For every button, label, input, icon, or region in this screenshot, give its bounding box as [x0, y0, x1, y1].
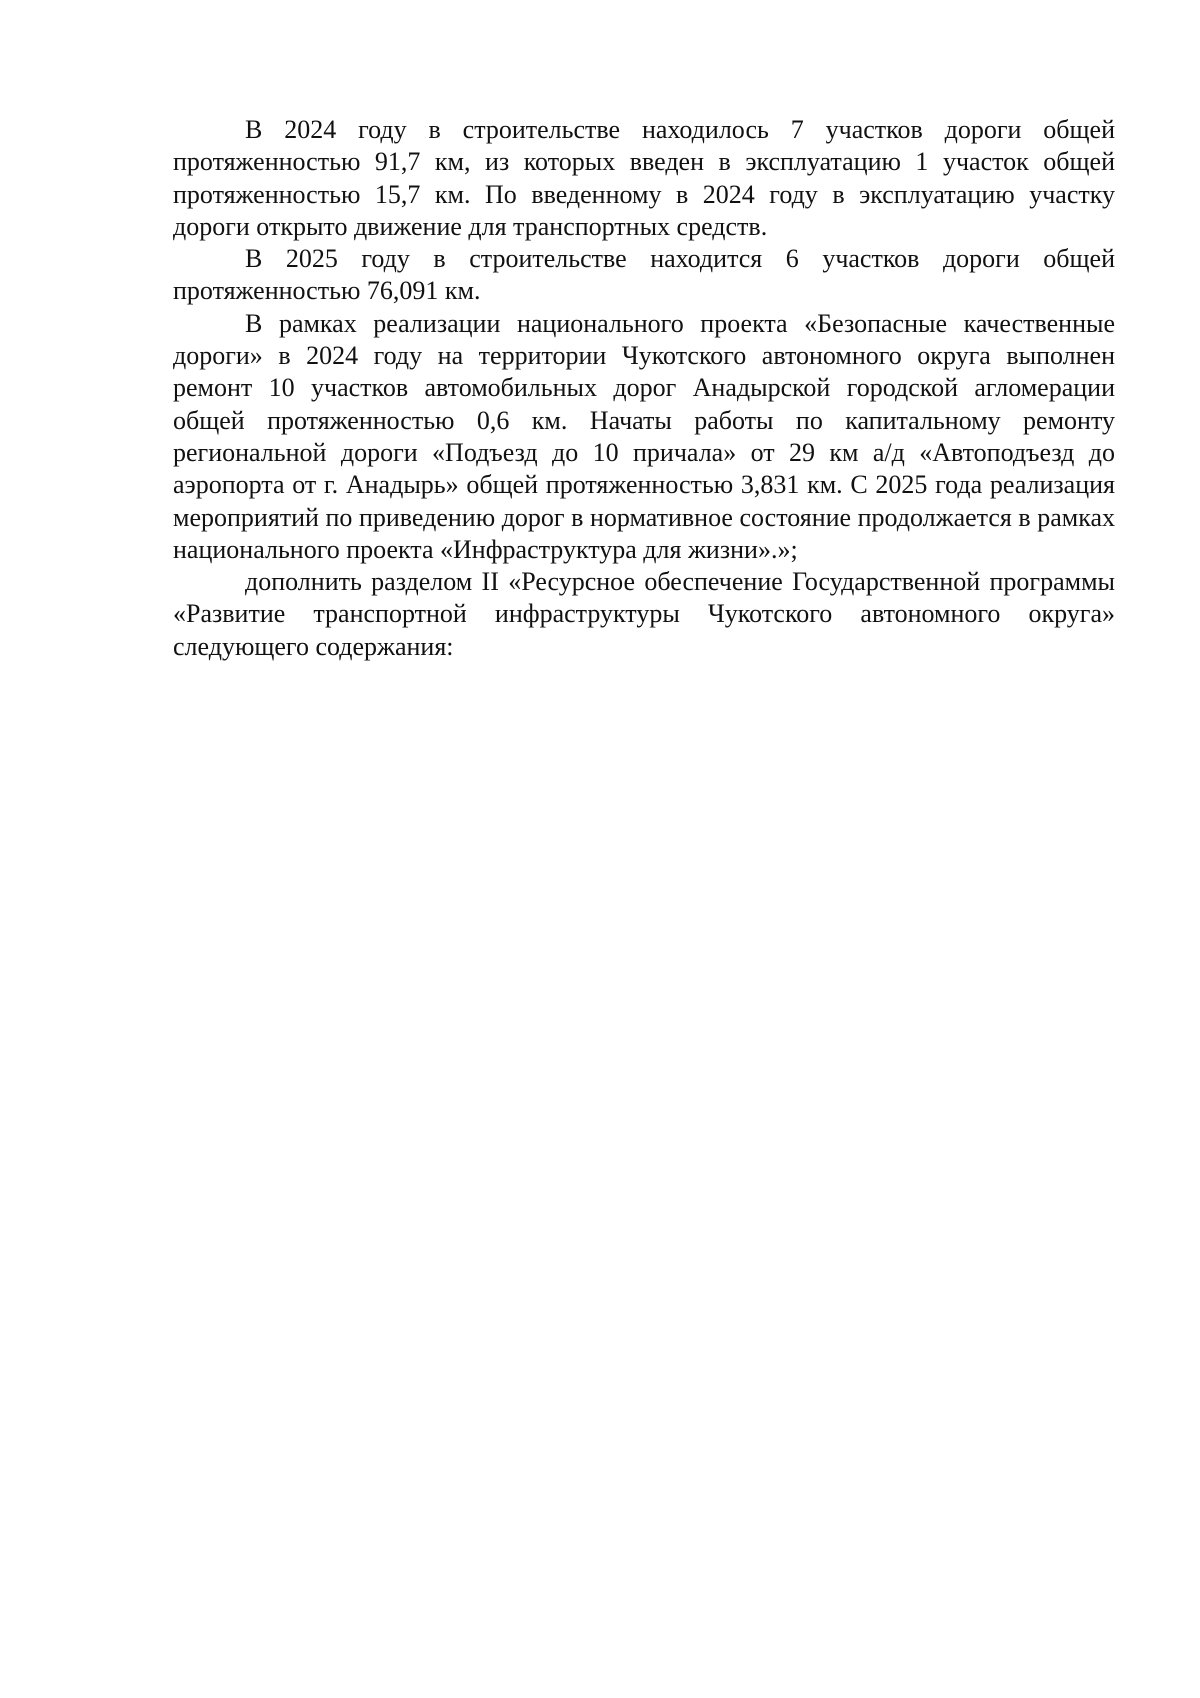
paragraph-construction-2024: В 2024 году в строительстве находилось 7 участков дороги общей протяженностью 91,7 км, из которых введен в эксплуатацию 1 участок общей протяженностью 15,7 км. По введенному в 2024 году в эксплуатацию участку дороги открыто движение для транспортных средств. — [173, 115, 1115, 241]
paragraph-construction-2025: В 2025 году в строительстве находится 6 участков дороги общей протяженностью 76,091 км. — [173, 244, 1115, 306]
paragraph-section-addition: дополнить разделом II «Ресурсное обеспечение Государственной программы «Развитие транспортной инфраструктуры Чукотского автономного округа» следующего содержания: — [173, 567, 1115, 661]
document-body — [173, 114, 1115, 663]
paragraph-national-project: В рамках реализации национального проекта «Безопасные качественные дороги» в 2024 году на территории Чукотского автономного округа выполнен ремонт 10 участков автомобильных дорог Анадырской городской агломерации общей протяженностью 0,6 км. Начаты работы по капитальному ремонту региональной дороги «Подъезд до 10 причала» от 29 км а/д «Автоподъезд до аэропорта от г. Анадырь» общей протяженностью 3,831 км. С 2025 года реализация мероприятий по приведению дорог в нормативное состояние продолжается в рамках национального проекта «Инфраструктура для жизни».»; — [173, 308, 1115, 564]
